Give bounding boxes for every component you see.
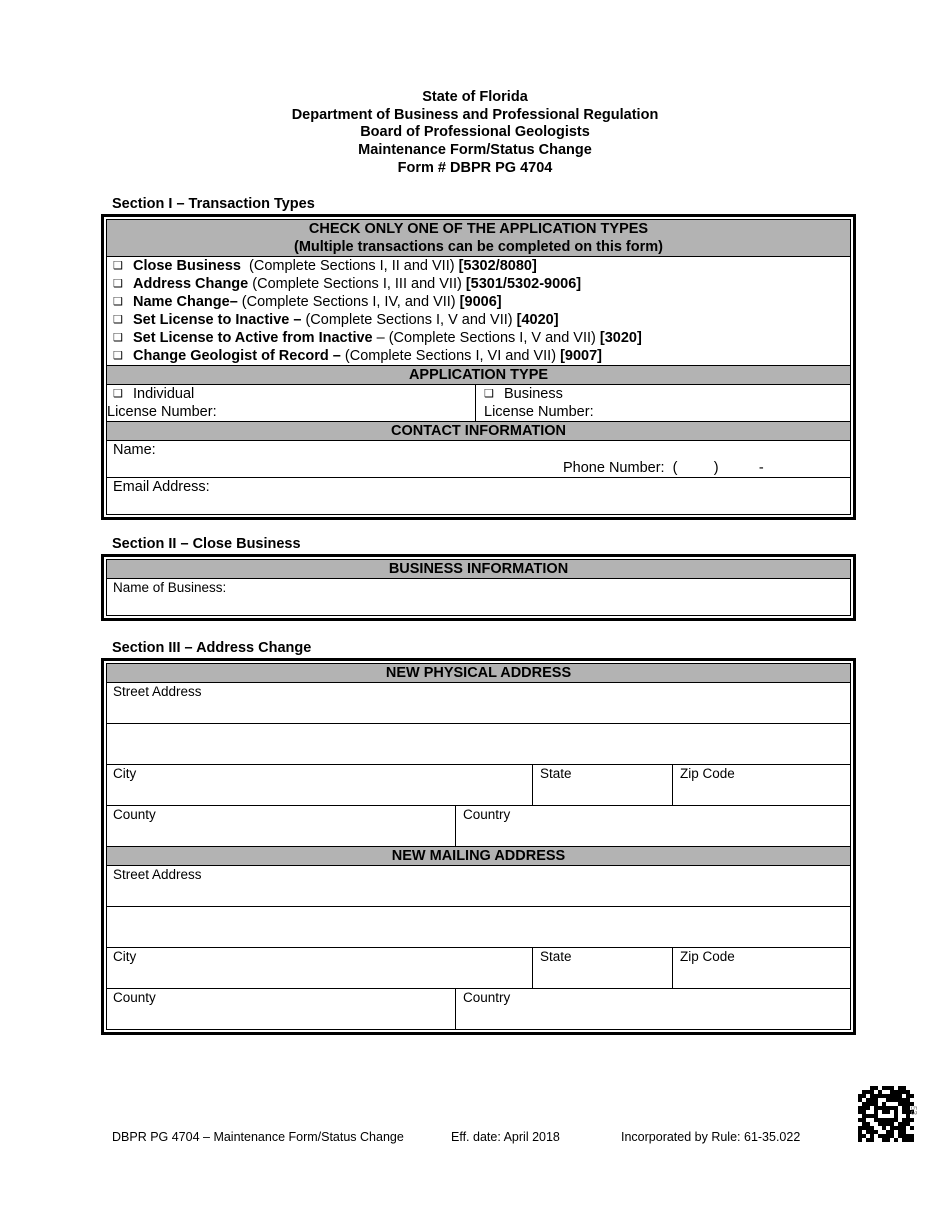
physical-zip-label: Zip Code: [680, 766, 735, 781]
mailing-street-line-2[interactable]: [107, 906, 850, 947]
mailing-city-row: [107, 947, 850, 988]
mailing-state-label: State: [540, 949, 572, 964]
option-code: [5302/8080]: [458, 258, 537, 274]
option-title: Set License to Active from Inactive: [133, 330, 373, 346]
name-label: Name:: [113, 442, 156, 458]
checkbox-icon[interactable]: ❑: [113, 278, 123, 290]
option-code: [5301/5302-9006]: [465, 276, 582, 292]
section-1-box: [101, 214, 856, 520]
option-description: (Complete Sections I, IV, and VII): [237, 294, 460, 310]
option-title: Change Geologist of Record –: [133, 348, 341, 364]
option-description: (Complete Sections I, VI and VII): [340, 348, 561, 364]
checkbox-icon[interactable]: ❑: [113, 296, 123, 308]
section-2-title: Section II – Close Business: [112, 536, 301, 552]
physical-street-row[interactable]: [107, 683, 850, 723]
phone-number-label: Phone Number: ( ) -: [563, 460, 764, 476]
section-3-box: [101, 658, 856, 1035]
physical-county-label: County: [113, 807, 156, 822]
physical-country-label: Country: [463, 807, 511, 822]
transaction-types-band: [107, 220, 850, 257]
option-title: Set License to Inactive –: [133, 312, 302, 328]
business-license-label: License Number:: [484, 404, 594, 420]
business-cell: [476, 385, 850, 421]
business-name-label: Name of Business:: [113, 580, 227, 595]
contact-name-row[interactable]: [107, 441, 850, 477]
option-title: Address Change: [133, 276, 249, 292]
header-form-title: Maintenance Form/Status Change: [358, 142, 592, 159]
mailing-city-label: City: [113, 949, 137, 964]
transaction-options: [107, 257, 850, 365]
header-form-number: Form # DBPR PG 4704: [397, 159, 553, 176]
physical-city-row: [107, 764, 850, 805]
mailing-county-row: [107, 988, 850, 1029]
qr-code-icon: [858, 1086, 914, 1142]
physical-city-label: City: [113, 766, 137, 781]
option-description: – (Complete Sections I, V and VII): [372, 330, 600, 346]
physical-street-line-2[interactable]: [107, 723, 850, 764]
header-board: Board of Professional Geologists: [360, 124, 590, 141]
mailing-street-label: Street Address: [113, 867, 202, 882]
physical-state-label: State: [540, 766, 572, 781]
transaction-option[interactable]: [107, 329, 850, 347]
individual-license-label: License Number:: [107, 404, 217, 420]
physical-street-label: Street Address: [113, 684, 202, 699]
option-title: Name Change–: [133, 294, 238, 310]
individual-cell: [107, 385, 475, 421]
contact-information-band: CONTACT INFORMATION: [107, 421, 850, 441]
mailing-county-label: County: [113, 990, 156, 1005]
individual-label: Individual: [133, 386, 195, 402]
option-code: [4020]: [516, 312, 559, 328]
option-description: (Complete Sections I, V and VII): [301, 312, 517, 328]
checkbox-icon[interactable]: ❑: [113, 350, 123, 362]
physical-address-band: NEW PHYSICAL ADDRESS: [107, 664, 850, 683]
option-code: [9006]: [459, 294, 502, 310]
checkbox-icon[interactable]: ❑: [113, 314, 123, 326]
footer-rule: Incorporated by Rule: 61-35.022: [621, 1130, 801, 1144]
transaction-option[interactable]: [107, 311, 850, 329]
business-name-row[interactable]: [107, 579, 850, 615]
option-code: [3020]: [599, 330, 642, 346]
option-code: [9007]: [560, 348, 602, 364]
side-code: 53: [909, 1106, 918, 1115]
option-description: (Complete Sections I, II and VII): [241, 258, 459, 274]
option-description: (Complete Sections I, III and VII): [248, 276, 466, 292]
business-information-band: BUSINESS INFORMATION: [107, 560, 850, 579]
transaction-option[interactable]: [107, 347, 850, 365]
transaction-option[interactable]: [107, 257, 850, 275]
email-row[interactable]: [107, 477, 850, 514]
header-state: State of Florida: [422, 89, 528, 105]
mailing-street-row[interactable]: [107, 866, 850, 906]
physical-county-row: [107, 805, 850, 846]
footer-eff-date: Eff. date: April 2018: [451, 1130, 560, 1144]
transaction-option[interactable]: [107, 275, 850, 293]
business-checkbox[interactable]: ❑: [484, 388, 494, 400]
form-header: [0, 89, 950, 178]
band-line-2: (Multiple transactions can be completed on this form): [294, 239, 663, 255]
transaction-option[interactable]: [107, 293, 850, 311]
band-line-1: CHECK ONLY ONE OF THE APPLICATION TYPES: [308, 221, 649, 237]
section-3-title: Section III – Address Change: [112, 640, 312, 656]
application-type-row: [107, 385, 850, 421]
individual-checkbox[interactable]: ❑: [113, 388, 123, 400]
section-2-box: [101, 554, 856, 621]
checkbox-icon[interactable]: ❑: [113, 260, 123, 272]
business-label: Business: [504, 386, 563, 402]
option-title: Close Business: [133, 258, 241, 274]
mailing-address-band: NEW MAILING ADDRESS: [107, 846, 850, 866]
application-type-band: APPLICATION TYPE: [107, 365, 850, 385]
header-department: Department of Business and Professional Regulation: [291, 106, 659, 123]
mailing-country-label: Country: [463, 990, 511, 1005]
footer-form-name: DBPR PG 4704 – Maintenance Form/Status Change: [112, 1130, 404, 1144]
checkbox-icon[interactable]: ❑: [113, 332, 123, 344]
section-1-title: Section I – Transaction Types: [112, 196, 315, 212]
mailing-zip-label: Zip Code: [680, 949, 735, 964]
email-label: Email Address:: [113, 479, 210, 495]
